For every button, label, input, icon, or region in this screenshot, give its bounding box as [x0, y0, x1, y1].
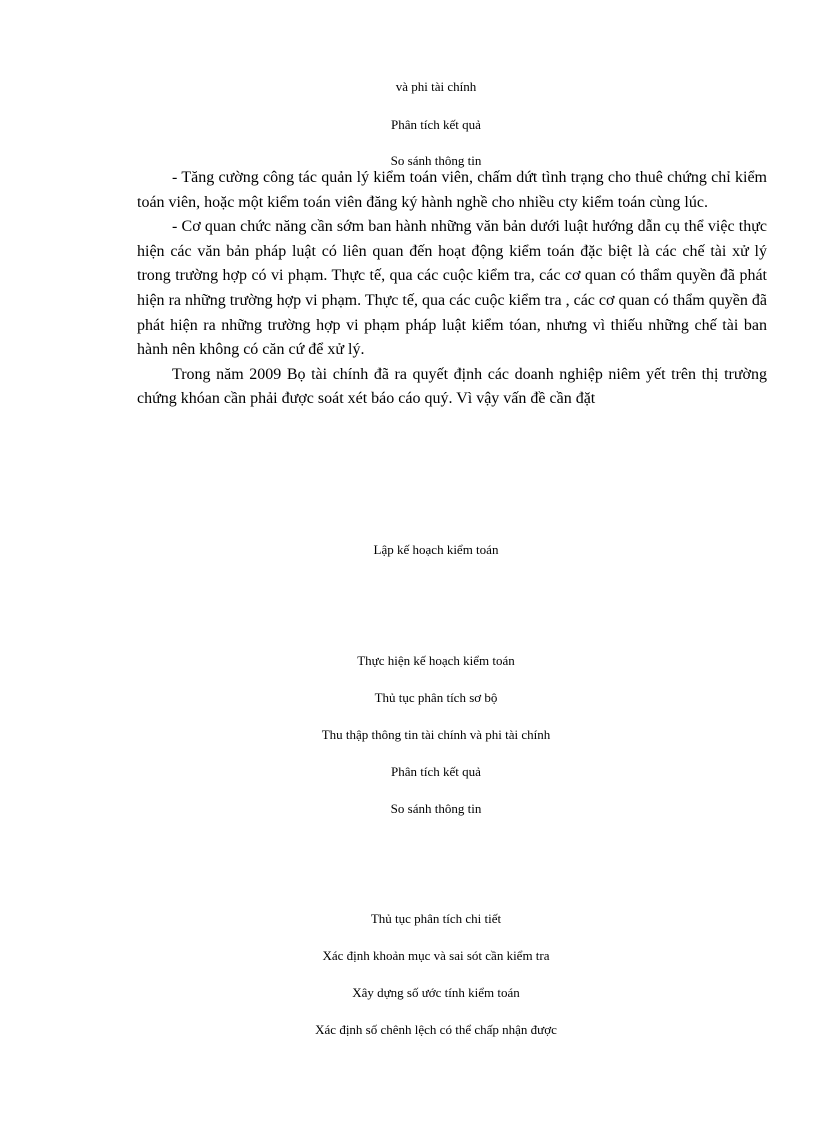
diagram-acceptable-diff: Xác định số chênh lệch có thể chấp nhận được: [315, 1022, 557, 1037]
diagram-identify-items: Xác định khoản mục và sai sót cần kiểm tra: [322, 948, 550, 963]
diagram-compare-info: So sánh thông tin: [390, 801, 482, 816]
diagram-execution: Thực hiện kế hoạch kiểm toán: [357, 653, 515, 668]
fragment-line-2: Phân tích kết quả: [391, 117, 481, 132]
diagram-collect-info: Thu thập thông tin tài chính và phi tài chính: [321, 727, 551, 742]
diagram-analyze-results: Phân tích kết quả: [391, 764, 481, 779]
diagram-preliminary-procedure: Thủ tục phân tích sơ bộ: [374, 690, 498, 705]
paragraph-quarterly-review: Trong năm 2009 Bọ tài chính đã ra quyết định các doanh nghiệp niêm yết trên thị trường chứng khóan cần phải được soát xét báo cáo quý. Vì vậy vấn đề cần đặt: [137, 365, 767, 408]
fragment-line-3: So sánh thông tin: [390, 153, 482, 168]
diagram-detailed-procedure: Thủ tục phân tích chi tiết: [370, 911, 502, 926]
diagram-build-estimate: Xây dựng số ước tính kiểm toán: [352, 985, 520, 1000]
paragraph-auditor-management: - Tăng cường công tác quản lý kiểm toán viên, chấm dứt tình trạng cho thuê chứng chỉ kiểm toán viên, hoặc một kiểm toán viên đăng ký hành nghề cho nhiều cty kiểm toán cùng lúc.: [137, 169, 767, 211]
fragment-line-1: và phi tài chính: [395, 79, 477, 94]
body-text: [137, 166, 767, 412]
paragraph-legal-documents: - Cơ quan chức năng cần sớm ban hành những văn bản dưới luật hướng dẫn cụ thể việc thực hiện các văn bản pháp luật có liên quan đến hoạt động kiểm toán đặc biệt là các chế tài xử lý trong trường hợp có vi phạm. Thực tế, qua các cuộc kiểm tra, các cơ quan có thẩm quyền đã phát hiện ra những trường hợp vi phạm. Thực tế, qua các cuộc kiểm tra , các cơ quan có thẩm quyền đã phát hiện ra những trường hợp vi phạm pháp luật kiểm tóan, nhưng vì thiếu những chế tài ban hành nên không có căn cứ để xử lý.: [137, 218, 767, 359]
diagram-planning: Lập kế hoạch kiểm toán: [373, 542, 499, 557]
